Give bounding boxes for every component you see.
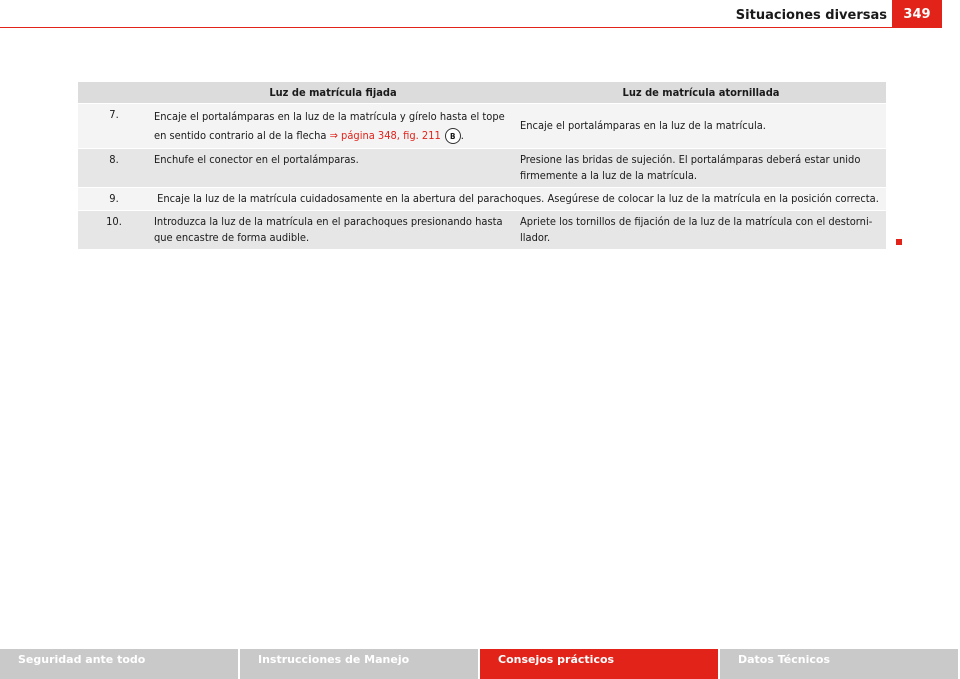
footer-tab-consejos[interactable]: Consejos prácticos: [480, 649, 718, 679]
screwed-cell: Apriete los tornillos de fijación de la luz de la matrícula con el destorni-llador.: [516, 211, 886, 249]
fixed-cell: Introduzca la luz de la matrícula en el parachoques presionando hasta que encastre de forma audible.: [150, 211, 516, 249]
footer-tab-seguridad[interactable]: Seguridad ante todo: [0, 649, 238, 679]
footer-nav: [0, 649, 960, 679]
fixed-cell: Enchufe el conector en el portalámparas.: [150, 149, 516, 187]
screwed-cell: Encaje el portalámparas en la luz de la matrícula.: [516, 104, 886, 148]
footer-tab-datos[interactable]: Datos Técnicos: [720, 649, 958, 679]
steps-table: [78, 81, 886, 250]
page-number: 349: [892, 0, 942, 28]
step-number: 9.: [78, 188, 150, 210]
section-end-marker: [896, 239, 902, 245]
step-number: 8.: [78, 149, 150, 187]
section-title: Situaciones diversas: [735, 8, 887, 23]
both-cell: Encaje la luz de la matrícula cuidadosamente en la abertura del parachoques. Asegúrese de colocar la luz de la matrícula en la posición correcta.: [150, 188, 886, 210]
fixed-cell: [150, 104, 516, 148]
column-header-fixed: Luz de matrícula fijada: [150, 82, 516, 103]
fixed-text-end: .: [460, 129, 464, 142]
callout-b-icon: B: [445, 128, 461, 144]
table-row: [78, 104, 886, 148]
page-reference-link[interactable]: ⇒ página 348, fig. 211: [329, 129, 441, 142]
table-header-row: [78, 82, 886, 103]
table-row: [78, 188, 886, 210]
screwed-cell: Presione las bridas de sujeción. El portalámparas deberá estar unido firmemente a la luz de la matrícula.: [516, 149, 886, 187]
step-number: 7.: [78, 104, 150, 148]
table-row: [78, 149, 886, 187]
fixed-text: Encaje el portalámparas en la luz de la matrícula y gírelo hasta el tope en sentido contrario al de la flecha: [154, 110, 505, 142]
column-header-screwed: Luz de matrícula atornillada: [516, 82, 886, 103]
footer-tab-instrucciones[interactable]: Instrucciones de Manejo: [240, 649, 478, 679]
header-rule: [0, 27, 942, 28]
column-header-step: [78, 82, 150, 103]
step-number: 10.: [78, 211, 150, 249]
table-row: [78, 211, 886, 249]
